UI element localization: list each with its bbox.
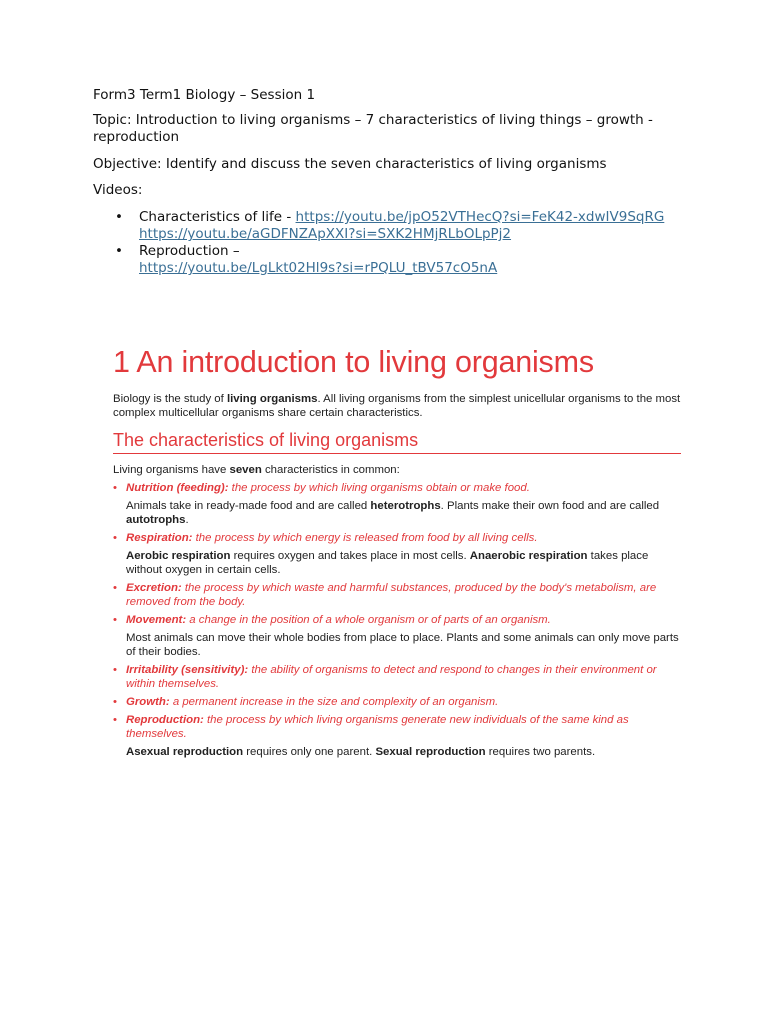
characteristic-term: Reproduction:: [126, 714, 204, 726]
document-title: Form3 Term1 Biology – Session 1: [93, 87, 316, 103]
bullet-icon: •: [113, 582, 117, 594]
note-text: takes place without oxygen in certain cells.: [126, 550, 649, 576]
note-text: requires two parents.: [485, 746, 596, 758]
note-bold: Sexual reproduction: [375, 746, 486, 758]
bullet-icon: •: [113, 482, 117, 494]
characteristic-definition: [126, 481, 681, 495]
intro-text: Biology is the study of: [113, 393, 227, 405]
characteristic-term: Irritability (sensitivity):: [126, 664, 249, 676]
list-item: [93, 209, 683, 243]
characteristic-note: Most animals can move their whole bodies from place to place. Plants and some animals can only move parts of their bodies.: [126, 632, 679, 658]
definition-text: the process by which waste and harmful substances, produced by the body's metabolism, are removed from the body.: [126, 582, 657, 608]
note-bold: autotrophs: [126, 514, 186, 526]
note-bold: Anaerobic respiration: [469, 550, 588, 562]
characteristic-note: [126, 549, 681, 577]
list-item: [113, 695, 681, 709]
bullet-icon: •: [113, 614, 117, 626]
characteristic-definition: [126, 663, 681, 691]
characteristic-definition: [126, 581, 681, 609]
note-text: . Plants make their own food and are called: [440, 500, 660, 512]
characteristic-note: [126, 499, 681, 527]
list-item: [113, 613, 681, 659]
definition-text: the process by which living organisms generate new individuals of the same kind as themselves.: [126, 714, 629, 740]
note-text: requires only one parent.: [243, 746, 376, 758]
list-item: [113, 481, 681, 527]
topic-line: Topic: Introduction to living organisms – 7 characteristics of living things – growth - reproduction: [93, 112, 653, 145]
note-text: Animals take in ready-made food and are called: [126, 500, 371, 512]
definition-text: the ability of organisms to detect and respond to changes in their environment or within themselves.: [126, 664, 657, 690]
videos-label: Videos:: [93, 182, 143, 198]
lead-text: Living organisms have: [113, 464, 230, 476]
video-link[interactable]: https://youtu.be/jpO52VTHecQ?si=FeK42-xdwIV9SqRG: [295, 209, 665, 225]
lead-paragraph: [113, 463, 681, 477]
video-label: Characteristics of life -: [139, 209, 296, 225]
definition-text: a permanent increase in the size and complexity of an organism.: [169, 696, 499, 708]
list-item: [93, 243, 683, 277]
video-label: Reproduction –: [139, 243, 240, 259]
bullet-icon: •: [113, 532, 117, 544]
objective-line: Objective: Identify and discuss the seven characteristics of living organisms: [93, 156, 607, 172]
list-item: [113, 713, 681, 759]
lead-bold: seven: [229, 464, 262, 476]
video-link[interactable]: https://youtu.be/aGDFNZApXXI?si=SXK2HMjRLbOLpPj2: [139, 226, 512, 242]
note-bold: Asexual reproduction: [126, 746, 244, 758]
characteristic-term: Respiration:: [126, 532, 193, 544]
video-list: [93, 209, 683, 277]
bullet-icon: •: [113, 714, 117, 726]
note-text: .: [185, 514, 189, 526]
characteristic-term: Excretion:: [126, 582, 182, 594]
bullet-icon: •: [113, 664, 117, 676]
intro-paragraph: [113, 392, 681, 420]
characteristic-definition: [126, 613, 681, 627]
characteristics-list: [113, 481, 681, 759]
list-item: [113, 581, 681, 609]
definition-text: the process by which living organisms obtain or make food.: [228, 482, 530, 494]
characteristic-definition: [126, 531, 681, 545]
section-title: The characteristics of living organisms: [113, 430, 419, 450]
characteristic-definition: [126, 695, 681, 709]
chapter-title: 1 An introduction to living organisms: [113, 345, 594, 379]
bullet-icon: •: [115, 209, 123, 225]
characteristic-term: Growth:: [126, 696, 170, 708]
characteristic-term: Movement:: [126, 614, 187, 626]
characteristic-definition: [126, 713, 681, 741]
note-bold: heterotrophs: [370, 500, 441, 512]
characteristic-term: Nutrition (feeding):: [126, 482, 229, 494]
bullet-icon: •: [115, 243, 123, 259]
note-bold: Aerobic respiration: [126, 550, 231, 562]
characteristic-note: [126, 745, 681, 759]
list-item: [113, 531, 681, 577]
definition-text: the process by which energy is released from food by all living cells.: [192, 532, 538, 544]
definition-text: a change in the position of a whole organism or of parts of an organism.: [186, 614, 551, 626]
note-text: requires oxygen and takes place in most cells.: [230, 550, 470, 562]
section-divider: [113, 453, 681, 454]
textbook-excerpt-image: [113, 342, 681, 759]
video-link[interactable]: https://youtu.be/LgLkt02Hl9s?si=rPQLU_tBV57cO5nA: [139, 260, 498, 276]
intro-text: . All living organisms from the simplest unicellular organisms to the most complex multicellular organisms share certain characteristics.: [113, 393, 681, 419]
intro-bold: living organisms: [226, 393, 318, 405]
bullet-icon: •: [113, 696, 117, 708]
lead-text: characteristics in common:: [261, 464, 400, 476]
list-item: [113, 663, 681, 691]
